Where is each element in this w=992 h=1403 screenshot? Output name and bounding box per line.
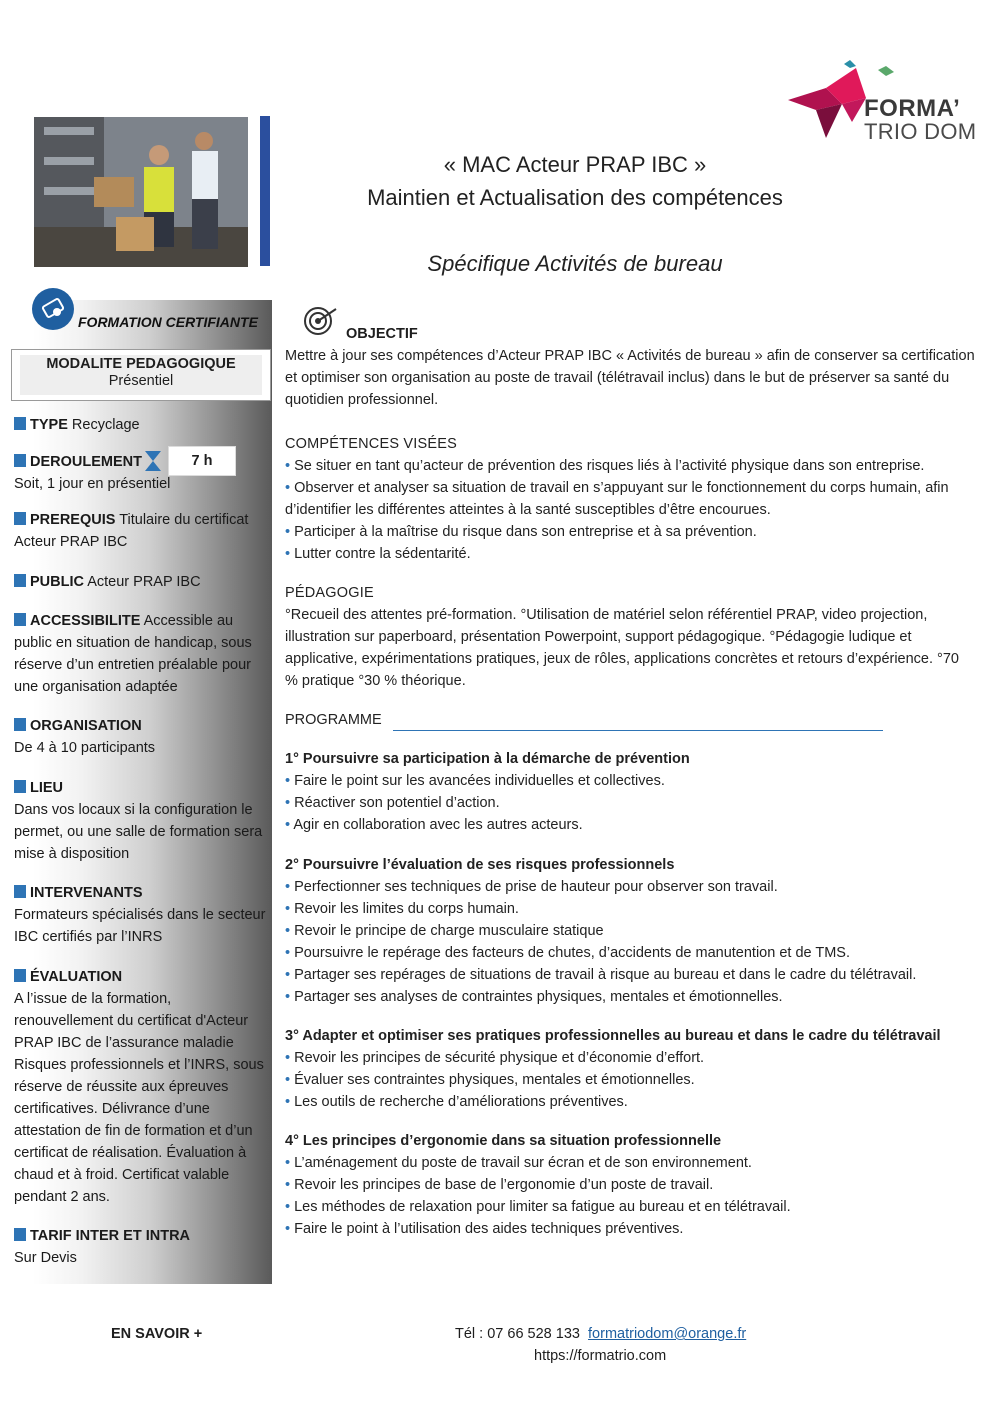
tarif-label: TARIF INTER ET INTRA <box>30 1228 191 1244</box>
list-item: • Agir en collaboration avec les autres acteurs. <box>285 817 583 833</box>
programme-section-1 <box>285 748 975 836</box>
course-specialty: Spécifique Activités de bureau <box>427 251 723 276</box>
lieu-block <box>14 777 268 865</box>
list-item: • Faire le point à l’utilisation des aides techniques préventives. <box>285 1221 684 1237</box>
type-label: TYPE <box>30 417 68 433</box>
square-bullet-icon <box>14 613 26 626</box>
list-item: • Observer et analyser sa situation de travail en s’appuyant sur le fonctionnement du corps humain, afin d’identifier les différentes atteintes à la santé susceptibles d’être encourues. <box>285 480 949 518</box>
eval-label: ÉVALUATION <box>30 969 123 985</box>
program-heading: 2° Poursuivre l’évaluation de ses risques professionnels <box>285 857 675 873</box>
square-bullet-icon <box>14 574 26 587</box>
type-value: Recyclage <box>71 417 140 433</box>
accessibilite-block <box>14 610 268 698</box>
competences-section <box>285 433 975 565</box>
organisation-block <box>14 715 268 759</box>
list-item: • Revoir le principe de charge musculaire statique <box>285 923 604 939</box>
list-item: • Revoir les principes de base de l’ergonomie d’un poste de travail. <box>285 1177 714 1193</box>
cert-label: FORMATION CERTIFIANTE <box>78 314 258 330</box>
interv-label: INTERVENANTS <box>30 885 143 901</box>
square-bullet-icon <box>14 454 26 467</box>
list-item: • Les outils de recherche d’améliorations préventives. <box>285 1094 628 1110</box>
square-bullet-icon <box>14 780 26 793</box>
prerequis-block <box>14 509 268 553</box>
program-heading: 4° Les principes d’ergonomie dans sa situation professionnelle <box>285 1133 722 1149</box>
square-bullet-icon <box>14 512 26 525</box>
lieu-label: LIEU <box>30 780 64 796</box>
orga-label: ORGANISATION <box>30 718 142 734</box>
list-item: • Les méthodes de relaxation pour limiter sa fatigue au bureau et en télétravail. <box>285 1199 791 1215</box>
objectif-title: OBJECTIF <box>346 326 418 342</box>
programme-title: PROGRAMME <box>285 712 382 728</box>
list-item: • L’aménagement du poste de travail sur écran et de son environnement. <box>285 1155 752 1171</box>
list-item: • Participer à la maîtrise du risque dans son entreprise et à sa prévention. <box>285 524 757 540</box>
list-item: • Poursuivre le repérage des facteurs de chutes, d’accidents de manutention et de TMS. <box>285 945 850 961</box>
program-heading: 1° Poursuivre sa participation à la démarche de prévention <box>285 751 690 767</box>
accent-bar <box>260 116 270 266</box>
logo-text-forma: FORMA’ <box>864 95 961 122</box>
duration-badge: 7 h <box>168 446 236 476</box>
deroulement-value: Soit, 1 jour en présentiel <box>14 476 171 492</box>
contact-line <box>455 1326 746 1342</box>
square-bullet-icon <box>14 1228 26 1241</box>
target-icon <box>300 305 340 337</box>
interv-value: Formateurs spécialisés dans le secteur IBC certifiés par l’INRS <box>14 907 266 945</box>
modalite-title: MODALITE PEDAGOGIQUE <box>46 356 236 372</box>
course-title: « MAC Acteur PRAP IBC » <box>443 152 707 177</box>
pedagogie-text: °Recueil des attentes pré-formation. °Utilisation de matériel selon référentiel PRAP, video projection, illustration sur paperboard, présentation Powerpoint, support pédagogique. °Pédagogie ludique et applicative, expérimentations pratiques, jeux de rôles, applications concrètes et retours d’expérience. °70 % pratique °30 % théorique. <box>285 607 959 689</box>
orga-value: De 4 à 10 participants <box>14 740 156 756</box>
list-item: • Faire le point sur les avancées individuelles et collectives. <box>285 773 665 789</box>
programme-section-2 <box>285 854 975 1008</box>
lieu-value: Dans vos locaux si la configuration le permet, ou une salle de formation sera mise à disposition <box>14 802 263 862</box>
list-item: • Réactiver son potentiel d’action. <box>285 795 500 811</box>
email-link[interactable]: formatriodom@orange.fr <box>588 1326 747 1342</box>
pedagogie-section <box>285 582 975 692</box>
list-item: • Revoir les principes de sécurité physique et d’économie d’effort. <box>285 1050 705 1066</box>
square-bullet-icon <box>14 969 26 982</box>
evaluation-block <box>14 966 268 1208</box>
list-item: • Lutter contre la sédentarité. <box>285 546 471 562</box>
tarif-value: Sur Devis <box>14 1250 77 1266</box>
phone-number: Tél : 07 66 528 133 <box>455 1326 580 1342</box>
en-savoir-plus[interactable]: EN SAVOIR + <box>111 1326 203 1342</box>
list-item: • Perfectionner ses techniques de prise de hauteur pour observer son travail. <box>285 879 778 895</box>
intervenants-block <box>14 882 268 948</box>
programme-section-4 <box>285 1130 975 1240</box>
prerequis-label: PREREQUIS <box>30 512 116 528</box>
course-subtitle: Maintien et Actualisation des compétences <box>367 185 783 210</box>
list-item: • Partager ses analyses de contraintes physiques, mentales et émotionnelles. <box>285 989 783 1005</box>
access-value: Accessible au public en situation de handicap, sous réserve d’un entretien préalable pour une organisation adaptée <box>14 613 252 695</box>
type-block <box>14 414 268 436</box>
hourglass-icon <box>144 450 162 472</box>
access-label: ACCESSIBILITE <box>30 613 141 629</box>
pedagogie-title: PÉDAGOGIE <box>285 585 374 601</box>
modalite-inner <box>20 355 262 395</box>
square-bullet-icon <box>14 417 26 430</box>
deroulement-label: DEROULEMENT <box>30 454 142 470</box>
tarif-block <box>14 1225 268 1269</box>
warehouse-photo <box>34 117 248 267</box>
public-label: PUBLIC <box>30 574 84 590</box>
competences-title: COMPÉTENCES VISÉES <box>285 436 457 452</box>
square-bullet-icon <box>14 885 26 898</box>
list-item: • Partager ses repérages de situations de travail à risque au bureau et dans le cadre du télétravail. <box>285 967 917 983</box>
prerequis-value: Titulaire du certificat Acteur PRAP IBC <box>14 512 249 550</box>
certificate-icon <box>32 288 74 330</box>
logo-text-triodom: TRIO DOM <box>864 119 977 144</box>
programme-section-3 <box>285 1025 975 1113</box>
modalite-value: Présentiel <box>108 373 174 389</box>
square-bullet-icon <box>14 718 26 731</box>
list-item: • Revoir les limites du corps humain. <box>285 901 519 917</box>
public-block <box>14 571 268 593</box>
list-item: • Évaluer ses contraintes physiques, mentales et émotionnelles. <box>285 1072 695 1088</box>
program-heading: 3° Adapter et optimiser ses pratiques professionnelles au bureau et dans le cadre du télétravail <box>285 1028 941 1044</box>
public-value: Acteur PRAP IBC <box>87 574 201 590</box>
website-link[interactable]: https://formatrio.com <box>534 1348 667 1364</box>
list-item: • Se situer en tant qu’acteur de prévention des risques liés à l’activité physique dans son entreprise. <box>285 458 925 474</box>
eval-value: A l’issue de la formation, renouvellement du certificat d'Acteur PRAP IBC de l’assurance maladie Risques professionnels et l’INRS, sous réserve de réussite aux épreuves certificatives. Délivrance d’une attestation de fin de formation et d’un certificat de réalisation. Évaluation à chaud et à froid. Certificat valable pendant 2 ans. <box>14 991 264 1205</box>
objectif-text: Mettre à jour ses compétences d’Acteur PRAP IBC « Activités de bureau » afin de conserver sa certification et optimiser son organisation au poste de travail (télétravail inclus) dans le but de préserver sa santé du quotidien professionnel. <box>285 348 975 408</box>
programme-underline <box>393 730 883 731</box>
